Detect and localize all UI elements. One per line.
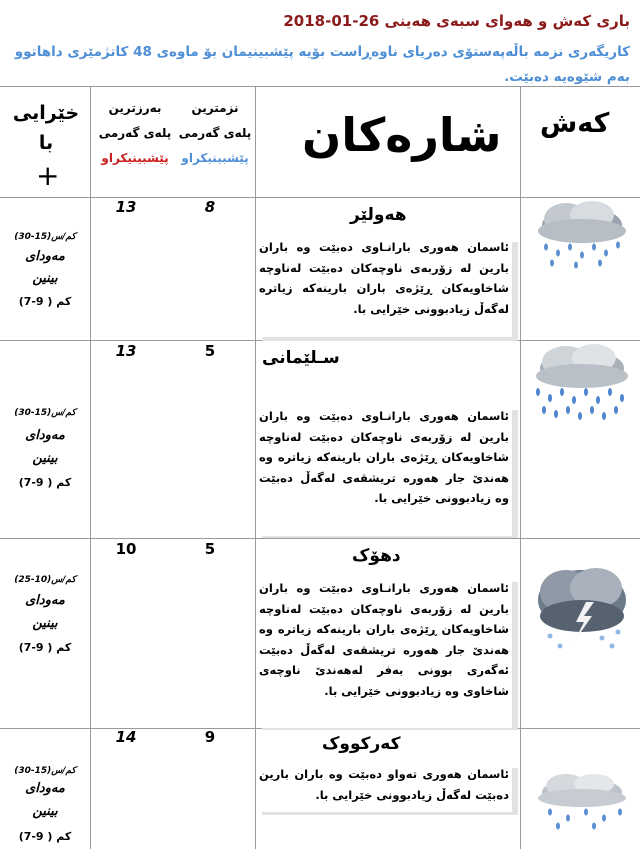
min-temp-header-line1: نزمترین: [191, 101, 239, 115]
wind-speed-value: (30-15)کم/س: [14, 766, 76, 776]
plus-icon: +: [36, 159, 60, 192]
thunderstorm-snow-icon: [526, 560, 634, 656]
rain-cloud-icon: [526, 199, 632, 271]
visibility-label: مەودای: [25, 781, 65, 796]
visibility-value: (7-9 ) کم: [18, 295, 72, 308]
cities-column-header: شارەکان: [302, 108, 502, 162]
wind-speed-value: (30-15)کم/س: [14, 408, 76, 418]
city-row: [0, 340, 640, 538]
min-temp: 5: [204, 342, 216, 360]
min-temp-predicted-label: پێشبینیکراو: [181, 151, 249, 165]
visibility-value: (7-9 ) کم: [18, 476, 72, 489]
wind-speed-header-line2: با: [38, 132, 54, 154]
min-temp: 9: [204, 728, 216, 746]
city-name: کەرکووک: [322, 734, 401, 754]
max-temp-header-line1: بەرزترین: [108, 101, 162, 115]
light-rain-cloud-icon: [528, 770, 634, 832]
heavy-rain-cloud-icon: [522, 342, 634, 422]
min-temp-column-header: [170, 96, 260, 171]
grid-line: [0, 86, 640, 87]
weather-description: ئاسمان هەوری بارانـاوی دەبێت وە باران بارین لە زۆربەی ناوچەکان دەبێت لەناوچە شاخاویەکان ڕێژەی باران بارینەکە زیاترە وە هەندێ جار هەورە تریشقەی لەگەڵ دەبێت ئەگەری بوونی بەفر لەهەندێ ناوچەی شاخاوی وە زیادبوونی خێرایی با.: [256, 576, 512, 728]
visibility-label: مەودای: [25, 249, 65, 264]
city-name: هەولێر: [350, 205, 407, 225]
weather-description: ئاسمان هەوری بارانـاوی دەبێت وە باران بارین لە زۆربەی ناوچەکان دەبێت لەناوچە شاخاویەکان ڕێژەی باران بارینەکە زیاترە لەگەڵ زیادبوونی خێرایی با.: [256, 235, 512, 337]
max-temp-column-header: [90, 96, 180, 171]
visibility-label: بینین: [32, 451, 58, 466]
city-row: [0, 538, 640, 728]
max-temp-predicted-label: پێشبینیکراو: [101, 151, 169, 165]
wind-speed-header-line1: خێرایی: [12, 102, 80, 124]
visibility-label: بینین: [32, 804, 58, 819]
city-row: [0, 728, 640, 849]
weather-description: ئاسمان هەوری تەواو دەبێت وە باران بارین دەبێت لەگەڵ زیادبوونی خێرایی با.: [256, 762, 512, 812]
city-name: دهۆک: [352, 546, 401, 566]
visibility-label: بینین: [32, 616, 58, 631]
wind-speed-value: (30-15)کم/س: [14, 232, 76, 242]
max-temp: 14: [115, 728, 137, 746]
visibility-value: (7-9 ) کم: [18, 641, 72, 654]
visibility-label: مەودای: [25, 593, 65, 608]
max-temp: 10: [115, 540, 137, 558]
max-temp: 13: [115, 198, 137, 216]
min-temp: 5: [204, 540, 216, 558]
page-title: باری کەش و هەوای سبەی هەینی 26-01-2018: [283, 12, 630, 30]
visibility-label: مەودای: [25, 428, 65, 443]
min-temp: 8: [204, 198, 216, 216]
page-subtitle: کاریگەری نزمە باڵەپەستۆی دەریای ناوەڕاست بۆیە پێشبینیمان بۆ ماوەی 48 کاتژمێری داهاتوو بەم شێوەیە دەبێت.: [14, 44, 630, 85]
weather-description: ئاسمان هەوری بارانـاوی دەبێت وە باران بارین لە زۆربەی ناوچەکان دەبێت لەناوچە شاخاویەکان ڕێژەی باران بارینەکە زیاترە وە هەندێ جار هەورە تریشقەی لەگەڵ دەبێت وە زیادبوونی خێرایی با.: [256, 404, 512, 536]
weather-column-header: کەش: [540, 108, 610, 139]
city-row: [0, 197, 640, 340]
visibility-value: (7-9 ) کم: [18, 830, 72, 843]
visibility-label: بینین: [32, 271, 58, 286]
wind-speed-value: (25-10)کم/س: [14, 575, 76, 585]
max-temp: 13: [115, 342, 137, 360]
min-temp-header-line2: پلەی گەرمی: [178, 126, 252, 140]
max-temp-header-line2: پلەی گەرمی: [98, 126, 172, 140]
city-name: سـلێمانی: [262, 348, 340, 368]
wind-speed-column-header: [2, 98, 90, 158]
